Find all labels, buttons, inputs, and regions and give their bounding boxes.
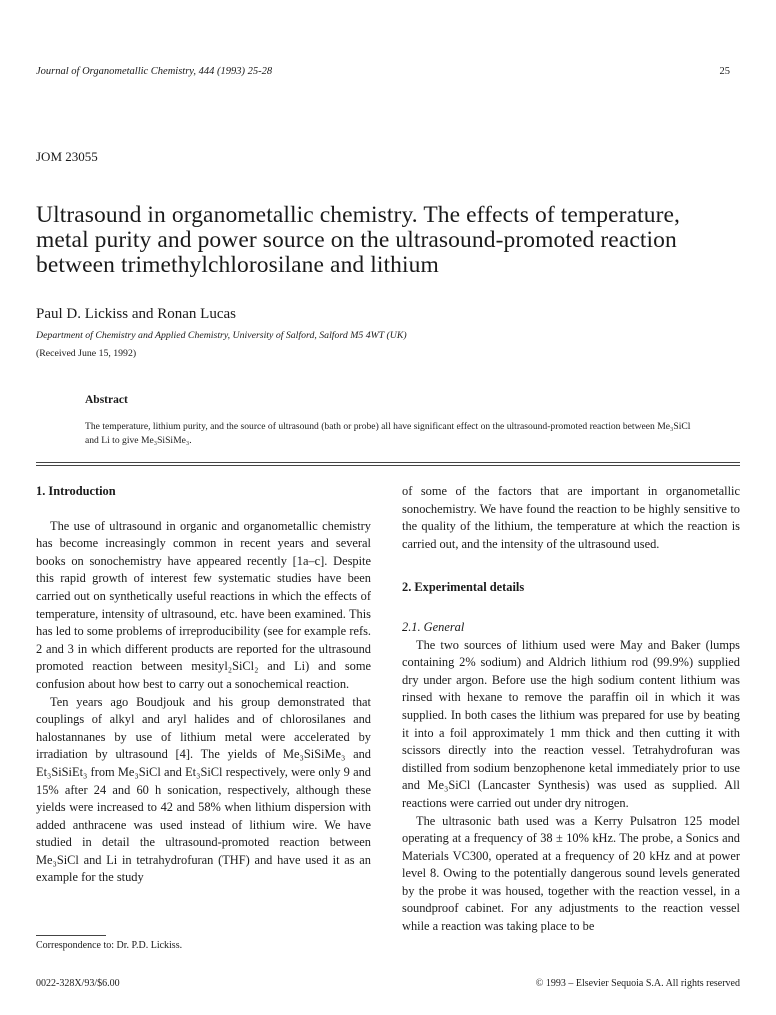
subsection-heading-general: 2.1. General	[402, 619, 465, 634]
correspondence-footnote: Correspondence to: Dr. P.D. Lickiss.	[36, 940, 183, 951]
footnote-rule	[36, 935, 106, 936]
abstract-heading: Abstract	[85, 394, 128, 406]
divider-top	[36, 462, 740, 463]
section-heading-introduction: 1. Introduction	[36, 484, 116, 498]
journal-citation: Journal of Organometallic Chemistry, 444 (1993) 25-28	[36, 66, 273, 77]
paragraph: Ten years ago Boudjouk and his group demonstrated that couplings of alkyl and aryl halides and of chlorosilanes and halostannanes by use of lithium metal were accelerated by irradiation by ultrasound [4]. The yields of Me₃SiSiMe₃ and Et₃SiSiEt₃ from Me₃SiCl and Et₃SiCl respectively, were only 9 and 15% after 24 and 60 h sonication, respectively, although these yields were increased to 42 and 58% when lithium dispersion with added anthracene was used instead of lithium wire. We have studied in detail the ultrasound-promoted reaction between Me₃SiCl and Li in tetrahydrofuran (THF) and have used it as an example for the study	[36, 694, 371, 885]
article-title: Ultrasound in organometallic chemistry. The effects of temperature, metal purity and power source on the ultrasound-promoted reaction between trimethylchlorosilane and lithium	[36, 202, 681, 278]
paragraph: of some of the factors that are important in organometallic sonochemistry. We have found the reaction to be highly sensitive to the quality of the lithium, the temperature at which the reaction is carried out, and the intensity of the ultrasound used.	[402, 484, 740, 551]
abstract-text: The temperature, lithium purity, and the source of ultrasound (bath or probe) all have significant effect on the ultrasound-promoted reaction between Me₃SiCl and Li to give Me₃SiSiMe₃.	[85, 421, 691, 446]
authors: Paul D. Lickiss and Ronan Lucas	[36, 306, 236, 322]
paragraph: The two sources of lithium used were May and Baker (lumps containing 2% sodium) and Aldrich lithium rod (99.9%) supplied dry under argon. Before use the high sodium content lithium was rinsed with hexane to remove the paraffin oil in which it was supplied. In both cases the lithium was prepared for use by beating it into a foil approximately 1 mm thick and then cutting it with scissors directly into the reaction vessel. Tetrahydrofuran was distilled from sodium benzophenone ketal immediately prior to use and Me₃SiCl (Lancaster Synthesis) was used as supplied. All reactions were carried out under dry nitrogen.	[402, 637, 740, 810]
left-column	[36, 483, 371, 887]
received-date: (Received June 15, 1992)	[36, 348, 137, 359]
section-heading-experimental: 2. Experimental details	[402, 580, 525, 595]
divider-bottom	[36, 465, 740, 466]
running-header	[36, 66, 730, 82]
right-column	[402, 483, 740, 936]
abstract	[85, 394, 705, 448]
page-number: 25	[719, 66, 730, 77]
document-id: JOM 23055	[36, 149, 98, 164]
copyright-notice: © 1993 – Elsevier Sequoia S.A. All rights reserved	[535, 978, 740, 989]
affiliation: Department of Chemistry and Applied Chemistry, University of Salford, Salford M5 4WT (UK)	[36, 330, 407, 341]
paragraph: The use of ultrasound in organic and organometallic chemistry has become increasingly common in recent years and several books on sonochemistry have appeared recently [1a–c]. Despite this rapid growth of interest few systematic studies have been carried out on synthetically useful reactions in which the effects of temperature, intensity of ultrasound, etc. have been examined. This has led to some problems of irreproducibility (see for example refs. 2 and 3 in which different products are reported for the ultrasound promoted reaction between mesityl₂SiCl₂ and Li) and some confusion about how best to carry out a sonochemical reaction.	[36, 518, 371, 691]
paragraph: The ultrasonic bath used was a Kerry Pulsatron 125 model operating at a frequency of 38 ± 10% kHz. The probe, a Sonics and Materials VC300, operated at a frequency of 20 kHz and at power level 8. Owing to the potentially dangerous sound levels generated by the probe it was housed, together with the reaction vessel, in a soundproof cabinet. For any adjustments to the reaction vessel while a reaction was taking place to be	[402, 813, 740, 934]
issn-price: 0022-328X/93/$6.00	[36, 978, 120, 989]
